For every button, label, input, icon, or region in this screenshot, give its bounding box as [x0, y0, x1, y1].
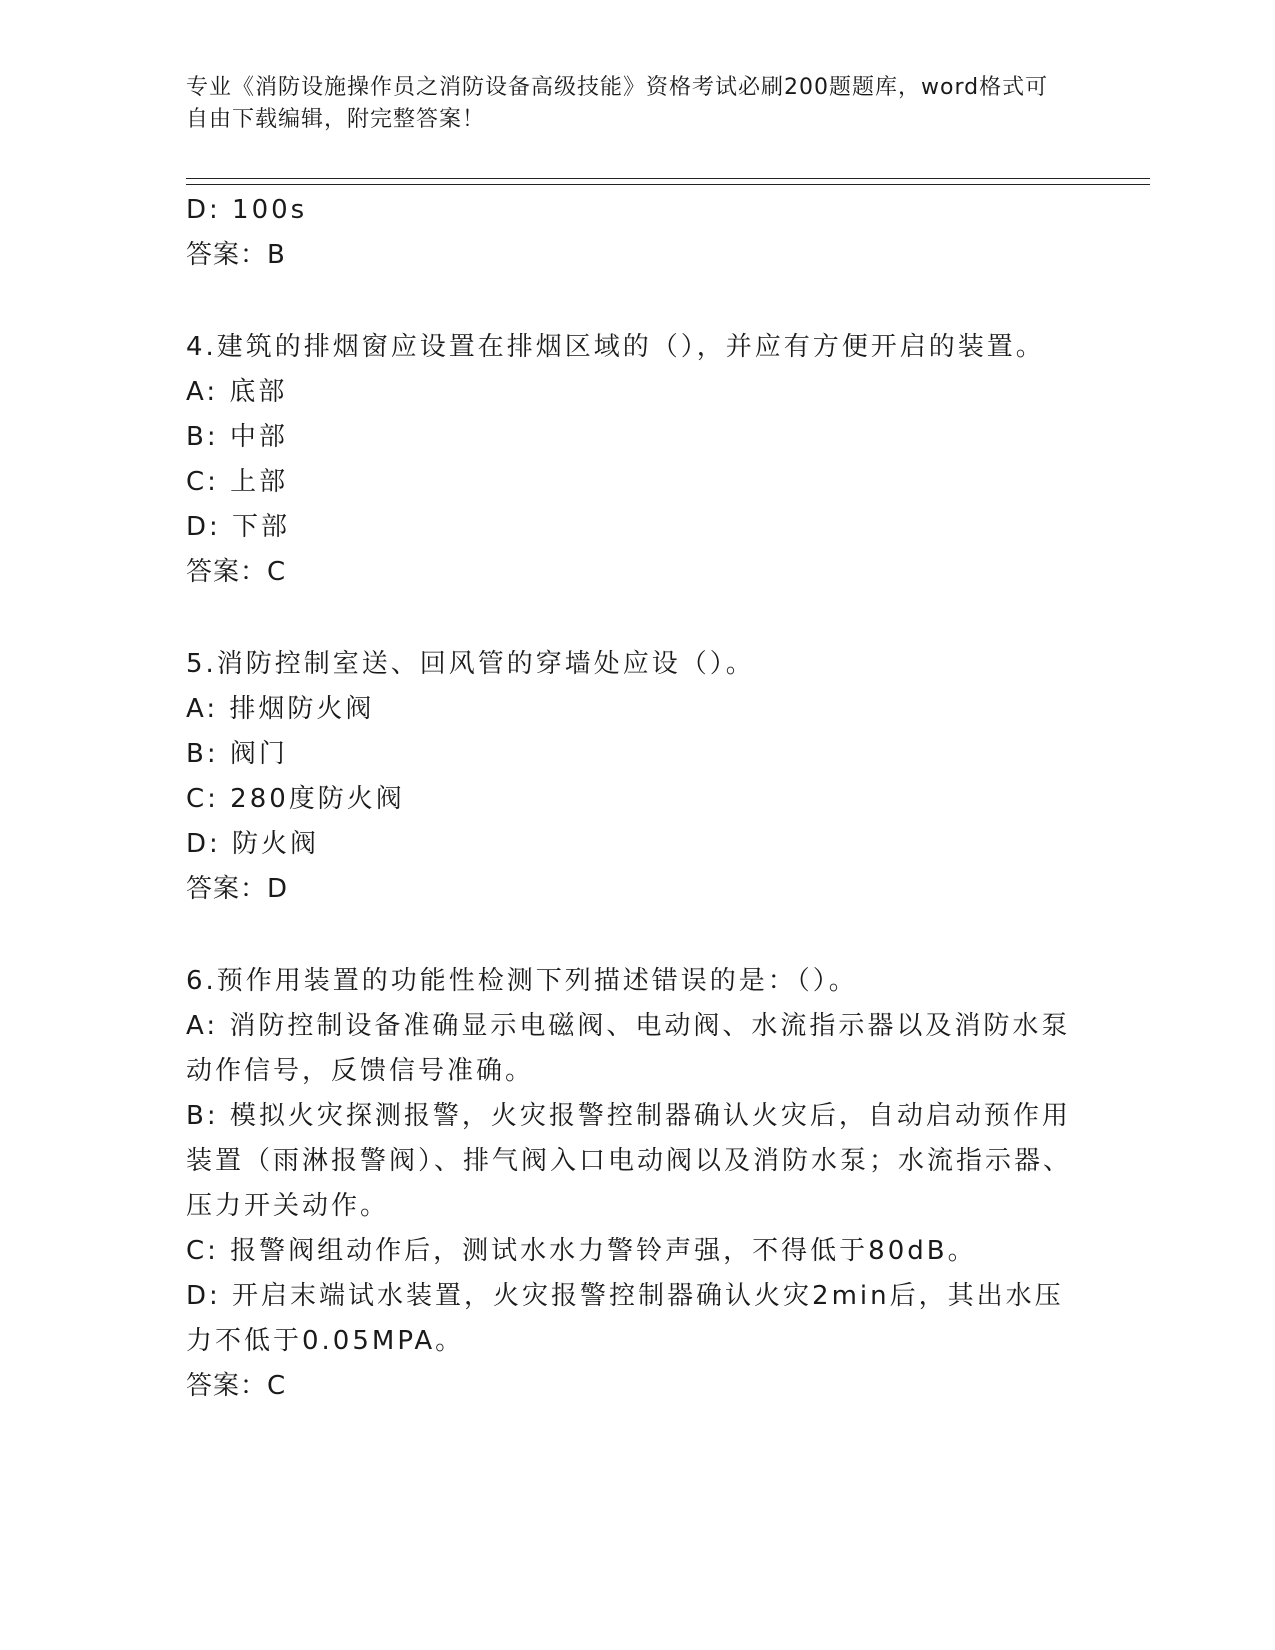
- question-stem: 4.建筑的排烟窗应设置在排烟区域的（），并应有方便开启的装置。: [186, 332, 1045, 362]
- option-a: A: 底部: [186, 377, 288, 407]
- option-b: B: 中部: [186, 422, 288, 452]
- option-c: C: 报警阀组动作后，测试水水力警铃声强，不得低于80dB。: [186, 1236, 977, 1266]
- answer-line: 答案：B: [186, 240, 286, 270]
- answer-line: 答案：C: [186, 1371, 287, 1401]
- option-c: C: 280度防火阀: [186, 784, 405, 814]
- question-block-5: [186, 642, 1086, 912]
- option-b: B: 模拟火灾探测报警，火灾报警控制器确认火灾后，自动启动预作用装置（雨淋报警阀）、排气阀入口电动阀以及消防水泵；水流指示器、压力开关动作。: [186, 1101, 1073, 1221]
- answer-line: 答案：C: [186, 557, 287, 587]
- option-a: A: 消防控制设备准确显示电磁阀、电动阀、水流指示器以及消防水泵动作信号，反馈信号准确。: [186, 1011, 1071, 1086]
- header-divider-bottom: [186, 184, 1150, 185]
- option-b: B: 阀门: [186, 739, 288, 769]
- answer-line: 答案：D: [186, 874, 289, 904]
- question-stem: 5.消防控制室送、回风管的穿墙处应设（）。: [186, 649, 755, 679]
- question-stem: 6.预作用装置的功能性检测下列描述错误的是：（）。: [186, 966, 858, 996]
- option-c: C: 上部: [186, 467, 289, 497]
- option-d: D: 下部: [186, 512, 291, 542]
- question-list: [186, 188, 1086, 1409]
- option-d: D: 100s: [186, 195, 308, 225]
- question-block-4: [186, 325, 1086, 595]
- header-divider-top: [186, 178, 1150, 179]
- document-header: 专业《消防设施操作员之消防设备高级技能》资格考试必刷200题题库，word格式可自由下载编辑，附完整答案！: [186, 75, 1049, 132]
- question-block-6: [186, 959, 1086, 1409]
- option-d: D: 防火阀: [186, 829, 320, 859]
- option-d: D: 开启末端试水装置，火灾报警控制器确认火灾2min后，其出水压力不低于0.05MPA。: [186, 1281, 1064, 1356]
- option-a: A: 排烟防火阀: [186, 694, 375, 724]
